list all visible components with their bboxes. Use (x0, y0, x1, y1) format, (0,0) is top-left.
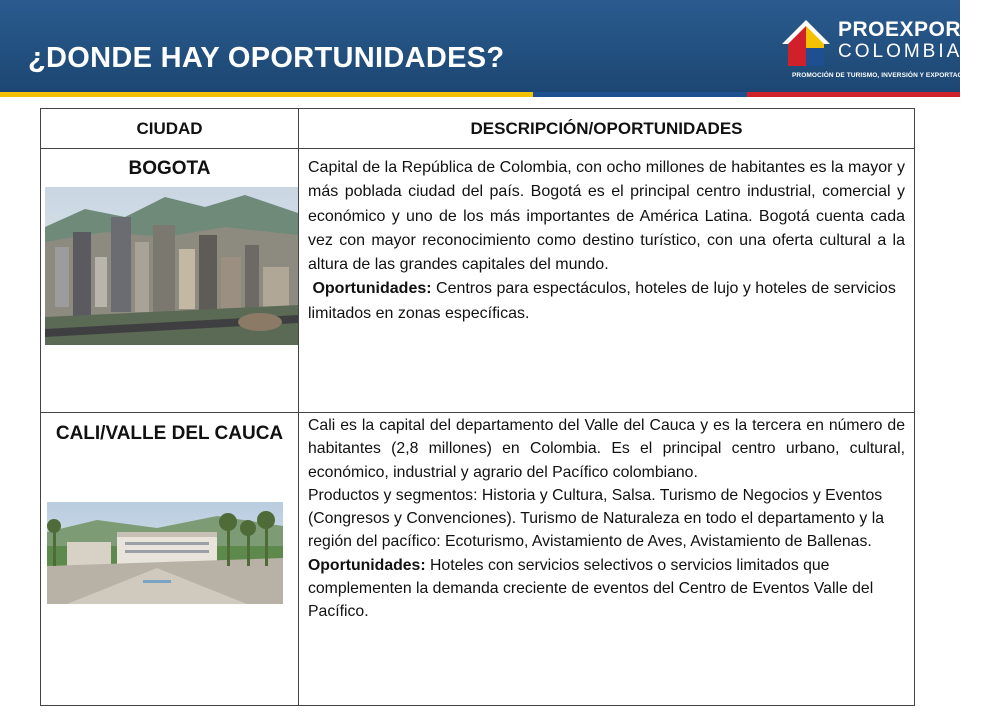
description-bogota-text: Capital de la República de Colombia, con ocho millones de habitantes es la mayor y más poblada ciudad del país. Bogotá es el principal centro industrial, comercial y económico y uno de los más importantes de América Latina. Bogotá cuenta cada vez con mayor reconocimiento como destino turístico, con una oferta cultural a la altura de las grandes capitales del mundo. (308, 159, 905, 274)
header-bar (0, 0, 985, 92)
cali-event-center-photo (47, 502, 283, 604)
table-header-row (41, 109, 914, 149)
opportunities-table (40, 108, 915, 706)
city-cali: CALI/VALLE DEL CAUCA (55, 423, 284, 444)
logo-wordmark-bottom: COLOMBIA (838, 41, 963, 62)
description-bogota (308, 156, 905, 326)
header-description: DESCRIPCIÓN/OPORTUNIDADES (470, 119, 743, 138)
logo-tagline: PROMOCIÓN DE TURISMO, INVERSIÓN Y EXPORTACIONES. (792, 72, 985, 79)
description-cali-text: Cali es la capital del departamento del Valle del Cauca y es la tercera en número de habitantes (2,8 millones) en Colombia. Es el principal centro urbano, cultural, económico, industrial y agrario del Pacífico colombiano. (308, 417, 905, 481)
city-bogota: BOGOTA (128, 158, 211, 179)
opportunities-text-bogota: Centros para espectáculos, hoteles de lujo y hoteles de servicios limitados en zonas específicas. (308, 280, 896, 322)
description-cali (308, 414, 905, 624)
tricolor-stripe (0, 92, 960, 97)
row-divider (41, 412, 914, 413)
opportunities-label-cali: Oportunidades: (308, 556, 426, 574)
logo-wordmark-top: PROEXPORT (838, 18, 975, 41)
header-city: CIUDAD (136, 119, 203, 138)
proexport-logo (768, 8, 985, 92)
products-cali-text: Productos y segmentos: Historia y Cultura, Salsa. Turismo de Negocios y Eventos (Congresos y Convenciones). Turismo de Naturaleza en todo el departamento y la región del pacífico: Ecoturismo, Avistamiento de Aves, Avistamiento de Ballenas. (308, 486, 885, 551)
opportunities-text-cali: Hoteles con servicios selectivos o servicios limitados que complementen la demanda creciente de eventos del Centro de Eventos Valle del Pacífico. (308, 556, 874, 621)
slide-title: ¿DONDE HAY OPORTUNIDADES? (28, 42, 505, 74)
bogota-city-photo (45, 187, 298, 345)
column-divider (298, 109, 299, 705)
opportunities-label-bogota: Oportunidades: (312, 280, 432, 298)
proexport-house-icon (778, 14, 834, 70)
